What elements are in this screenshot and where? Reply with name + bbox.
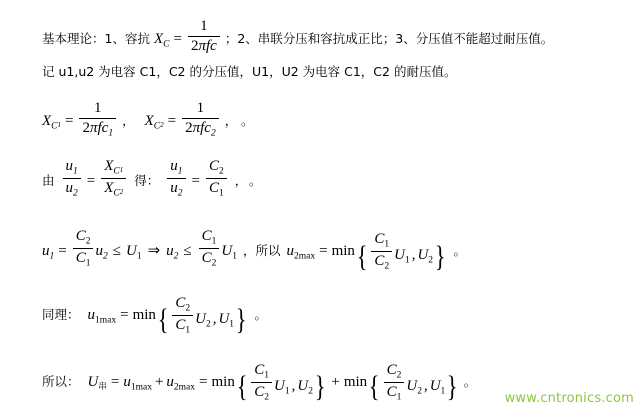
u1max-l7: u: [123, 373, 131, 390]
s2C2-sub: 2: [396, 370, 402, 381]
brace-right-1-l7: }: [314, 370, 326, 404]
fraction-numerator: 1: [188, 18, 220, 37]
fraction-C1-C2-l5: [199, 228, 220, 269]
C2-l6-sub: 2: [185, 303, 191, 314]
Xc1-sub: C: [51, 121, 58, 132]
C2-l6: C: [175, 295, 186, 311]
mark-5: 。: [453, 243, 466, 259]
dcb-sub: 2: [210, 128, 216, 139]
symbol-Xc: X: [153, 31, 164, 48]
s1-num: [251, 362, 272, 383]
C2b-l5-sub: 2: [211, 258, 217, 269]
s1U2-sub: 2: [308, 386, 313, 397]
xc2: X: [104, 179, 114, 196]
u1b-num: [167, 158, 185, 179]
d2: 2: [82, 119, 90, 136]
eq-ratio: =: [86, 173, 96, 190]
u1max-l6: u: [87, 306, 96, 323]
s2C1-sub: 1: [396, 392, 402, 403]
eq-l7: =: [110, 373, 120, 390]
set-comma-l5: ,: [411, 247, 416, 264]
num-l6: [172, 295, 193, 316]
c1-den: [206, 179, 227, 199]
u2-l5: u: [95, 243, 103, 260]
s2C2: C: [386, 362, 397, 378]
C1-l5: C: [75, 249, 86, 266]
setU1: U: [394, 247, 405, 264]
Xc2-subsub: 2: [160, 121, 164, 130]
U-total-sub: 串: [98, 381, 107, 392]
Xc1-symbol: X: [42, 113, 52, 130]
equation-total-voltage: [42, 362, 476, 403]
f2-num-l5: [199, 228, 220, 249]
u2max-l5: u: [286, 243, 294, 260]
equation-u2max: [42, 228, 466, 272]
set-den-l5: [371, 252, 392, 272]
mark-7: 。: [463, 373, 477, 389]
fraction-C2-C1: [206, 158, 227, 199]
setU1-sub: 1: [404, 255, 410, 266]
setC1: C: [374, 231, 385, 248]
C1b-l5: C: [201, 228, 212, 244]
Xc2-sub: C: [153, 121, 161, 132]
eq2: =: [167, 113, 177, 130]
U1b-l5-sub: 1: [232, 251, 237, 262]
U1b-l5: U: [221, 243, 233, 260]
eq1: =: [65, 113, 74, 130]
dcb: c: [204, 119, 211, 136]
theory-line-1: [42, 18, 553, 55]
c1-sub: 1: [219, 188, 224, 199]
s2C1: C: [386, 383, 397, 400]
equation-capacitive-reactance: [42, 100, 253, 139]
definitions-mark: 。: [443, 64, 457, 79]
set-content-l6: [170, 295, 234, 336]
min-operator-l6: min: [132, 306, 156, 323]
xc2-den: [101, 179, 126, 199]
fraction-C1-C2-set-l5: [371, 231, 392, 272]
s1U2: U: [297, 378, 309, 395]
C1b-l5-sub: 1: [211, 236, 217, 247]
u1-l5: u: [42, 243, 50, 260]
u2b-l5-sub: 2: [173, 251, 179, 262]
mark-4: 。: [249, 173, 262, 189]
equation-u1max: [42, 295, 267, 336]
plus-l7: +: [154, 373, 164, 390]
u2-l5-sub: 2: [102, 251, 108, 262]
s2-comma: ,: [423, 378, 428, 395]
c2-num: [206, 158, 227, 179]
setU2-sub: 2: [428, 255, 434, 266]
u1max-l6-sub: 1max: [95, 315, 117, 326]
df: f: [97, 119, 102, 136]
C1-l6: C: [175, 316, 186, 333]
min-operator-l5: min: [331, 243, 355, 260]
Xc2-den: [182, 119, 219, 139]
C2-l5-sub: 2: [85, 236, 91, 247]
s1C1: C: [254, 362, 265, 378]
s2U2-sub: 2: [417, 386, 422, 397]
dc: c: [101, 119, 109, 136]
lead-you: 由: [42, 173, 55, 189]
Xc2-num: 1: [182, 100, 219, 119]
s2U1-sub: 1: [440, 386, 446, 397]
f-num-l5: [73, 228, 94, 249]
s2U2: U: [406, 378, 418, 395]
symbol-Xc-subscript: C: [163, 39, 170, 50]
theory-line-1-mark: 。: [540, 31, 554, 47]
u1b-sub: 1: [177, 166, 183, 177]
xc1-subsub: 1: [119, 166, 124, 175]
min-operator-1-l7: min: [211, 373, 235, 390]
fraction-1-over-2pifc: [188, 18, 220, 55]
U1-l5-sub: 1: [136, 251, 142, 262]
dpi: π: [89, 119, 98, 136]
setC2-sub: 2: [384, 261, 390, 272]
equation-ratio-derivation: [42, 158, 262, 199]
set-num-l5: [371, 231, 392, 252]
Xc1-subsub: 1: [57, 121, 62, 130]
C1-l5-sub: 1: [85, 258, 91, 269]
xc2-subsub: 2: [119, 188, 124, 197]
theory-line-1-prefix: 基本理论：1、容抗: [42, 31, 150, 47]
f-den-l5: [73, 249, 94, 269]
u2max-l7-sub: 2max: [173, 382, 196, 393]
c1: C: [208, 179, 219, 196]
plus2-l7: +: [331, 373, 340, 390]
brace-left-l6: {: [157, 303, 169, 337]
suoyi-l5: ，所以: [242, 243, 281, 259]
C2-l5: C: [75, 228, 86, 244]
s1U1-sub: 1: [284, 386, 290, 397]
C2b-l5: C: [201, 249, 212, 266]
den-c: c: [210, 37, 217, 54]
s2U1: U: [429, 378, 441, 395]
u2: u: [65, 179, 74, 196]
dc-sub: 1: [108, 128, 114, 139]
s2-den: [384, 383, 405, 403]
eq-ratio-2: =: [191, 173, 200, 190]
brace-right-l5: }: [434, 239, 446, 273]
c2: C: [208, 158, 219, 174]
dfb: f: [200, 119, 205, 136]
definitions-text: 记 u1,u2 为电容 C1，C2 的分压值，U1，U2 为电容 C1，C2 的耐压值: [42, 64, 444, 79]
den-pi: π: [198, 37, 206, 54]
brace-right-l6: }: [235, 303, 247, 337]
d2b: 2: [185, 119, 193, 136]
fraction-C2-C1-l6: [172, 295, 193, 336]
xc2-sub: C: [113, 188, 120, 199]
U1-l5: U: [125, 243, 137, 260]
u2b-den: [167, 179, 185, 199]
dpib: π: [192, 119, 201, 136]
eq2-l7: =: [199, 373, 208, 390]
s1-den: [251, 383, 272, 403]
u2-den: [63, 179, 81, 199]
s1C2-sub: 2: [264, 392, 270, 403]
lead-de: 得：: [134, 173, 160, 189]
u1: u: [65, 158, 74, 174]
C1-l6-sub: 1: [185, 325, 191, 336]
le-l5: ≤: [112, 243, 121, 260]
comma-1: ，: [122, 113, 135, 129]
fraction-C1-C2-l7: [251, 362, 272, 403]
U2-l6-sub: 2: [205, 319, 211, 330]
s1C2: C: [254, 383, 265, 400]
fraction-u1-u2-result: [167, 158, 185, 199]
s1U1: U: [274, 378, 285, 395]
xc1: X: [104, 158, 114, 174]
set-content-2-l7: [382, 362, 446, 403]
set-content-l5: [369, 231, 433, 272]
fraction-C2-C1-l7: [384, 362, 405, 403]
equals-sign: =: [173, 31, 182, 48]
u2-sub: 2: [73, 188, 78, 199]
fraction-Xc2: [182, 100, 219, 139]
fraction-u1-u2: [63, 158, 81, 199]
brace-left-l5: {: [356, 239, 368, 273]
theory-line-1-middle: ；2、串联分压和容抗成正比；3、分压值不能超过耐压值: [224, 31, 541, 47]
lead-tongli: 同理：: [42, 306, 80, 322]
implies-l5: ⇒: [147, 243, 161, 260]
u2max-l7: u: [166, 373, 174, 390]
comma-2: ，: [224, 113, 231, 129]
den-f: f: [205, 37, 211, 54]
fraction-Xc1-Xc2: [101, 158, 126, 199]
u2b-sub: 2: [177, 188, 183, 199]
comma-4: ，: [234, 173, 242, 189]
Xc2-symbol: X: [144, 113, 154, 130]
setC1-sub: 1: [384, 239, 390, 250]
xc1-num: [101, 158, 126, 179]
le2-l5: ≤: [183, 243, 192, 260]
f2-den-l5: [199, 249, 220, 269]
min-operator-2-l7: min: [343, 373, 368, 390]
U2-l6: U: [195, 311, 206, 328]
mark-3: 。: [240, 113, 254, 129]
watermark: www.cntronics.com: [504, 391, 634, 406]
Xc1-den: [79, 119, 116, 139]
den-2: 2: [190, 37, 199, 54]
u1-num: [63, 158, 81, 179]
brace-left-2-l7: {: [368, 370, 380, 404]
den-l6: [172, 316, 193, 336]
set-content-1-l7: [249, 362, 313, 403]
eq-l6: =: [120, 306, 129, 323]
definitions-line: [42, 62, 456, 81]
u1b: u: [170, 158, 178, 174]
brace-left-1-l7: {: [236, 370, 248, 404]
setC2: C: [374, 253, 385, 270]
Xc1-num: 1: [79, 100, 116, 119]
u2b-l5: u: [166, 243, 174, 260]
U1-l6-sub: 1: [229, 319, 235, 330]
u1-l5-sub: 1: [49, 251, 55, 262]
fraction-C2-C1-l5: [73, 228, 94, 269]
u2b: u: [170, 179, 178, 196]
s2-num: [384, 362, 405, 383]
setU2: U: [417, 247, 429, 264]
mark-6: 。: [254, 306, 267, 322]
u1max-l7-sub: 1max: [130, 382, 152, 393]
s1C1-sub: 1: [264, 370, 270, 381]
U-total: U: [87, 373, 99, 390]
s1-comma: ,: [291, 378, 296, 395]
eq-l5: =: [58, 243, 67, 260]
eq2-l5: =: [319, 243, 328, 260]
comma-l6: ,: [212, 311, 217, 328]
c2-sub: 2: [219, 166, 224, 177]
u2max-l5-sub: 2max: [294, 251, 316, 262]
xc1-sub: C: [113, 166, 120, 177]
brace-right-2-l7: }: [447, 370, 458, 404]
fraction-denominator: [188, 37, 220, 55]
u1-sub: 1: [73, 166, 78, 177]
lead-suoyi: 所以：: [42, 373, 80, 389]
fraction-Xc1: [79, 100, 116, 139]
U1-l6: U: [218, 311, 230, 328]
